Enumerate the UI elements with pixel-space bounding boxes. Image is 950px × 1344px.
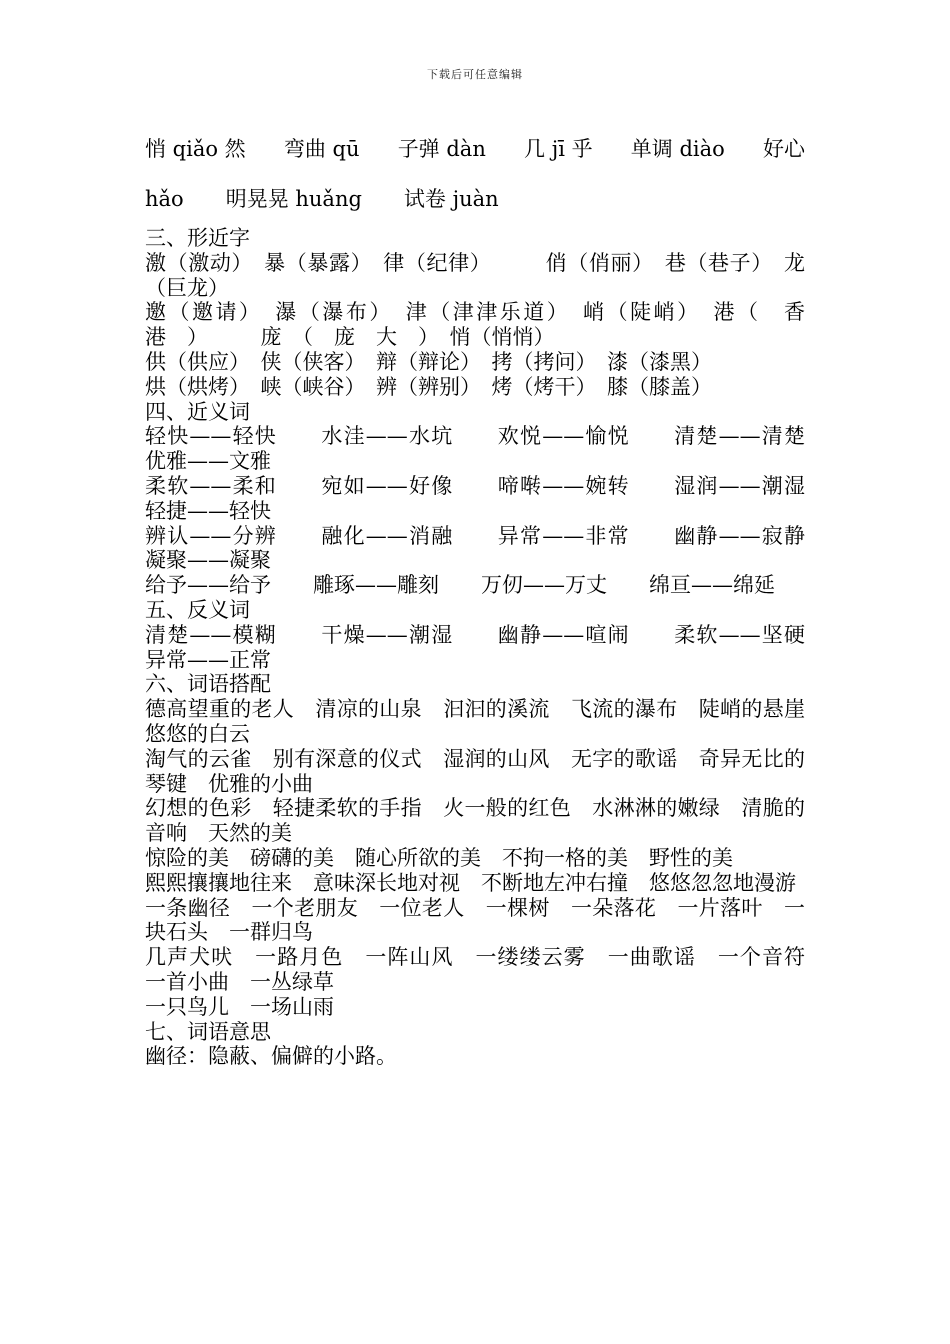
pinyin-item: 明晃晃 huǎng xyxy=(225,187,362,211)
text-line: 邀（邀请） 瀑（瀑布） 津（津津乐道） 峭（陡峭） 港（ 香 港 ） 庞 （ 庞 大 ） 悄（悄悄） xyxy=(145,300,826,350)
pinyin-item: hǎo xyxy=(145,187,184,211)
text-line: 德高望重的老人 清凉的山泉 汩汩的溪流 飞流的瀑布 陡峭的悬崖 悠悠的白云 xyxy=(145,697,826,746)
text-line: 给予——给予 雕琢——雕刻 万仞——万丈 绵亘——绵延 xyxy=(145,573,775,598)
pinyin-line-1 xyxy=(145,134,805,164)
text-line: 烘（烘烤） 峡（峡谷） 辨（辨别） 烤（烤干） 膝（膝盖） xyxy=(145,374,712,399)
page-header-note: 下载后可任意编辑 xyxy=(427,68,523,81)
text-line: 辨认——分辨 融化——消融 异常——非常 幽静——寂静 凝聚——凝聚 xyxy=(145,523,847,573)
section-heading-synonyms: 四、近义词 xyxy=(145,399,250,424)
text-line: 供（供应） 侠（侠客） 辩（辩论） 拷（拷问） 漆（漆黑） xyxy=(145,349,712,374)
text-line: 清楚——模糊 干燥——潮湿 幽静——喧闹 柔软——坚硬 异常——正常 xyxy=(145,622,847,672)
text-line: 淘气的云雀 别有深意的仪式 湿润的山风 无字的歌谣 奇异无比的琴键 优雅的小曲 xyxy=(145,746,805,796)
text-line: 熙熙攘攘地往来 意味深长地对视 不断地左冲右撞 悠悠忽忽地漫游 xyxy=(145,870,796,895)
pinyin-item: 单调 diào xyxy=(630,137,725,161)
text-line: 惊险的美 磅礴的美 随心所欲的美 不拘一格的美 野性的美 xyxy=(145,845,733,870)
word-list-section xyxy=(145,226,847,1069)
pinyin-item: 弯曲 qū xyxy=(283,137,360,161)
pinyin-item: 好心 xyxy=(762,137,805,161)
text-line: 激（激动） 暴（暴露） 律（纪律） 俏（俏丽） 巷（巷子） 龙（巨龙） xyxy=(145,250,805,300)
section-heading-collocations: 六、词语搭配 xyxy=(145,672,271,697)
section-heading-antonyms: 五、反义词 xyxy=(145,597,250,622)
pinyin-item: 几 jī 乎 xyxy=(524,137,593,161)
section-heading-meanings: 七、词语意思 xyxy=(145,1019,271,1044)
document-body xyxy=(145,134,847,1069)
text-line: 一只鸟儿 一场山雨 xyxy=(145,994,334,1019)
section-heading-similar-chars: 三、形近字 xyxy=(145,226,250,250)
text-line: 轻快——轻快 水洼——水坑 欢悦——愉悦 清楚——清楚 优雅——文雅 xyxy=(145,424,847,474)
text-line: 幽径：隐蔽、偏僻的小路。 xyxy=(145,1044,397,1069)
text-line: 几声犬吠 一路月色 一阵山风 一缕缕云雾 一曲歌谣 一个音符 一首小曲 一丛绿草 xyxy=(145,945,826,994)
text-line: 柔软——柔和 宛如——好像 啼啭——婉转 湿润——潮湿 轻捷——轻快 xyxy=(145,473,847,523)
text-line: 一条幽径 一个老朋友 一位老人 一棵树 一朵落花 一片落叶 一块石头 一群归鸟 xyxy=(145,895,805,945)
text-line: 幻想的色彩 轻捷柔软的手指 火一般的红色 水淋淋的嫩绿 清脆的音响 天然的美 xyxy=(145,796,805,846)
pinyin-item: 悄 qiǎo 然 xyxy=(145,137,246,161)
pinyin-item: 子弹 dàn xyxy=(397,137,486,161)
pinyin-line-2 xyxy=(145,184,805,214)
pinyin-item: 试卷 juàn xyxy=(403,187,499,211)
